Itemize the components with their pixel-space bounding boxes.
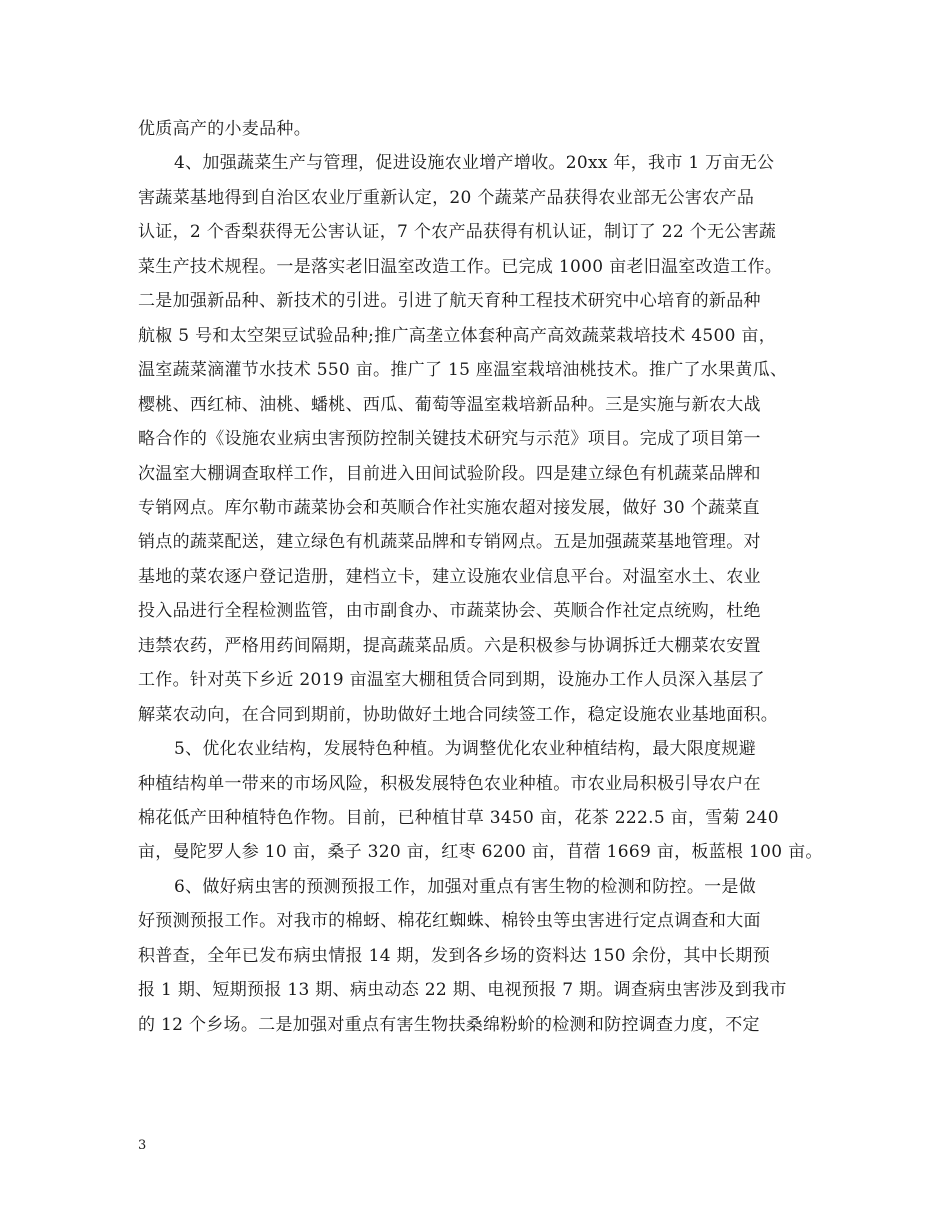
text-line: 专销网点。库尔勒市蔬菜协会和英顺合作社实施农超对接发展，做好 30 个蔬菜直 — [138, 498, 760, 518]
text-line: 认证，2 个香梨获得无公害认证，7 个农产品获得有机认证，制订了 22 个无公害蔬 — [138, 222, 777, 242]
text-line: 违禁农药，严格用药间隔期，提高蔬菜品质。六是积极参与协调拆迁大棚菜农安置 — [138, 636, 761, 656]
paragraph-first-line: 6、做好病虫害的预测预报工作，加强对重点有害生物的检测和防控。一是做 — [174, 877, 757, 897]
text-line: 棉花低产田种植特色作物。目前，已种植甘草 3450 亩，花茶 222.5 亩，雪菊 240 — [138, 808, 779, 828]
text-line: 种植结构单一带来的市场风险，积极发展特色农业种植。市农业局积极引导农户在 — [138, 774, 761, 794]
text-line: 好预测预报工作。对我市的棉蚜、棉花红蜘蛛、棉铃虫等虫害进行定点调查和大面 — [138, 911, 761, 931]
text-line: 亩，曼陀罗人参 10 亩，桑子 320 亩，红枣 6200 亩，苜蓿 1669 亩，板蓝根 100 亩。 — [138, 842, 823, 862]
text-line: 次温室大棚调查取样工作，目前进入田间试验阶段。四是建立绿色有机蔬菜品牌和 — [138, 464, 761, 484]
text-line: 樱桃、西红柿、油桃、蟠桃、西瓜、葡萄等温室栽培新品种。三是实施与新农大战 — [138, 395, 761, 415]
text-line: 二是加强新品种、新技术的引进。引进了航天育种工程技术研究中心培育的新品种 — [138, 291, 761, 311]
paragraph-first-line: 5、优化农业结构，发展特色种植。为调整优化农业种植结构，最大限度规避 — [174, 739, 757, 759]
text-line: 解菜农动向，在合同到期前，协助做好土地合同续签工作，稳定设施农业基地面积。 — [138, 705, 779, 725]
text-line: 积普查，全年已发布病虫情报 14 期，发到各乡场的资料达 150 余份，其中长期预 — [138, 946, 770, 966]
text-line: 报 1 期、短期预报 13 期、病虫动态 22 期、电视预报 7 期。调查病虫害涉及到我市 — [138, 980, 787, 1000]
text-line: 略合作的《设施农业病虫害预防控制关键技术研究与示范》项目。完成了项目第一 — [138, 429, 761, 449]
text-line: 基地的菜农逐户登记造册，建档立卡，建立设施农业信息平台。对温室水土、农业 — [138, 567, 761, 587]
text-line: 优质高产的小麦品种。 — [138, 119, 311, 139]
text-line: 害蔬菜基地得到自治区农业厅重新认定，20 个蔬菜产品获得农业部无公害农产品 — [138, 188, 755, 208]
paragraph-first-line: 4、加强蔬菜生产与管理，促进设施农业增产增收。20xx 年，我市 1 万亩无公 — [174, 153, 775, 173]
text-line: 投入品进行全程检测监管，由市副食办、市蔬菜协会、英顺合作社定点统购，杜绝 — [138, 601, 761, 621]
text-line: 菜生产技术规程。一是落实老旧温室改造工作。已完成 1000 亩老旧温室改造工作。 — [138, 257, 783, 277]
text-line: 销点的蔬菜配送，建立绿色有机蔬菜品牌和专销网点。五是加强蔬菜基地管理。对 — [138, 532, 761, 552]
page-number: 3 — [138, 1138, 147, 1153]
text-line: 航椒 5 号和太空架豆试验品种;推广高垄立体套种高产高效蔬菜栽培技术 4500 亩， — [138, 326, 777, 346]
text-line: 温室蔬菜滴灌节水技术 550 亩。推广了 15 座温室栽培油桃技术。推广了水果黄瓜、 — [138, 360, 788, 380]
text-line: 的 12 个乡场。二是加强对重点有害生物扶桑绵粉蚧的检测和防控调查力度，不定 — [138, 1015, 760, 1035]
text-line: 工作。针对英下乡近 2019 亩温室大棚租赁合同到期，设施办工作人员深入基层了 — [138, 670, 765, 690]
